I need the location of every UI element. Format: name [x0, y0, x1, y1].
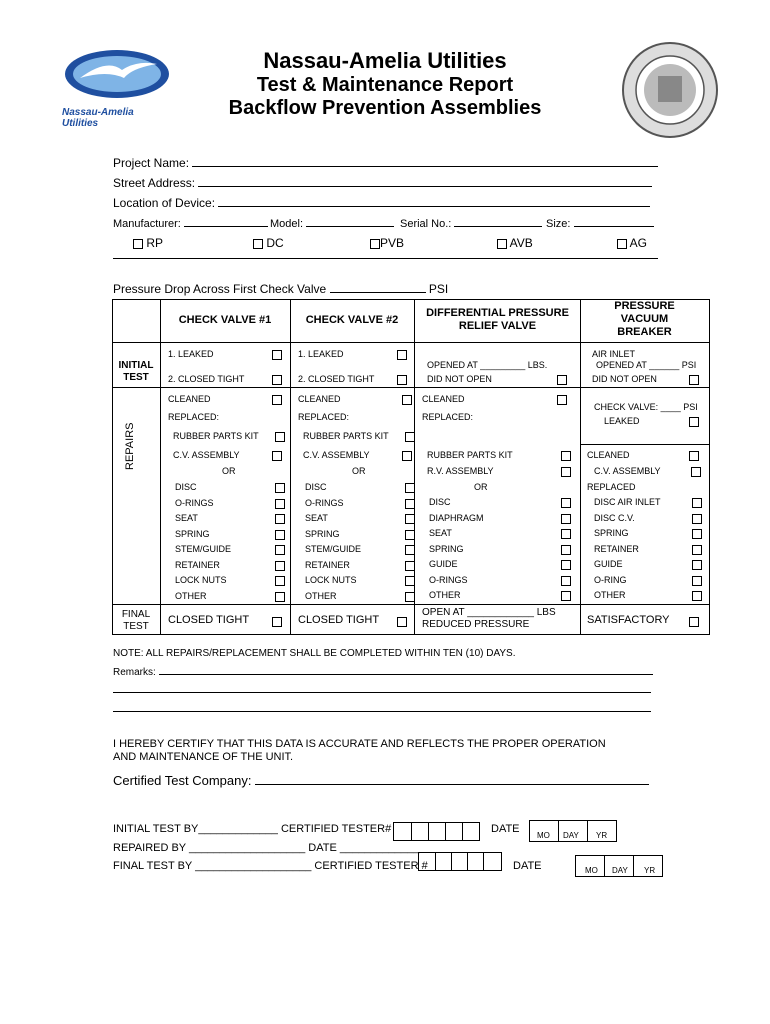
- date-box-1[interactable]: [529, 820, 617, 842]
- pvb-part-1: DISC C.V.: [594, 512, 635, 523]
- remarks-field[interactable]: [113, 665, 653, 678]
- final-test-by[interactable]: FINAL TEST BY ___________________ CERTIFIED TESTER #: [113, 860, 428, 872]
- pvb-checkbox[interactable]: [370, 239, 380, 249]
- model-field[interactable]: [270, 214, 394, 230]
- device-pvb-option[interactable]: [370, 236, 404, 250]
- initial-test-by[interactable]: INITIAL TEST BY_____________ CERTIFIED TESTER#: [113, 823, 392, 835]
- yr-label: YR: [644, 866, 656, 875]
- cv2-repair-3: C.V. ASSEMBLY: [303, 450, 370, 460]
- date-label-1: DATE: [491, 823, 520, 835]
- final-test-label: FINAL TEST: [121, 609, 151, 632]
- pvb-leaked-checkbox[interactable]: [689, 417, 699, 427]
- cv2-leaked: 1. LEAKED: [298, 349, 344, 359]
- tester-number-box-1[interactable]: [393, 822, 480, 841]
- certification-text: I HEREBY CERTIFY THAT THIS DATA IS ACCURATE AND REFLECTS THE PROPER OPERATION AND MAINTENANCE OF THE UNIT.: [113, 738, 606, 763]
- cv2-repair-0: CLEANED: [298, 394, 341, 404]
- cv2-closed-tight: 2. CLOSED TIGHT: [298, 374, 375, 384]
- drv-part-0: DISC: [429, 497, 451, 507]
- cv2-assembly-checkbox[interactable]: [402, 451, 412, 461]
- cv2-part-3: SPRING: [305, 528, 340, 539]
- avb-checkbox[interactable]: [497, 239, 507, 249]
- cv2-part-0-checkbox[interactable]: [405, 483, 415, 493]
- cv1-part-5-checkbox[interactable]: [275, 561, 285, 571]
- cv1-part-0: DISC: [175, 482, 197, 492]
- cv1-final-closed-tight: CLOSED TIGHT: [168, 614, 250, 626]
- size-label: Size:: [546, 218, 571, 230]
- rp-label: RP: [146, 236, 164, 250]
- cv1-part-3-checkbox[interactable]: [275, 530, 285, 540]
- pvb-air-inlet: AIR INLET: [592, 349, 636, 359]
- title-line-3: Backflow Prevention Assemblies: [228, 97, 542, 119]
- drv-part-6-checkbox[interactable]: [561, 591, 571, 601]
- cv1-assembly-checkbox[interactable]: [272, 451, 282, 461]
- pvb-repair-4: REPLACED: [587, 482, 636, 492]
- project-name-label: Project Name:: [113, 156, 190, 170]
- drv-opened-at: OPENED AT _________ LBS.: [427, 360, 548, 370]
- company-label: Certified Test Company:: [113, 773, 252, 788]
- pvb-part-4: GUIDE: [594, 559, 623, 569]
- drv-final-reduced: REDUCED PRESSURE: [422, 619, 530, 630]
- repair-note: NOTE: ALL REPAIRS/REPLACEMENT SHALL BE COMPLETED WITHIN TEN (10) DAYS.: [113, 648, 516, 659]
- cv2-part-4: STEM/GUIDE: [305, 544, 362, 554]
- repairs-label: REPAIRS: [124, 422, 136, 470]
- header-vacuum-breaker: PRESSURE VACUUM BREAKER: [614, 300, 675, 338]
- cv2-part-4-checkbox[interactable]: [405, 545, 415, 555]
- cv1-part-1: O-RINGS: [175, 497, 214, 508]
- pressure-drop-label: Pressure Drop Across First Check Valve: [113, 282, 327, 296]
- pressure-drop-unit: PSI: [428, 282, 449, 296]
- pvb-repair-0: CHECK VALVE: ____ PSI: [594, 402, 698, 412]
- device-dc-option[interactable]: [253, 236, 284, 250]
- cv1-closed-tight: 2. CLOSED TIGHT: [168, 374, 245, 384]
- cv1-part-3: SPRING: [175, 528, 210, 539]
- day-label: DAY: [563, 831, 579, 840]
- street-address-field[interactable]: [113, 174, 652, 190]
- cv2-part-1: O-RINGS: [305, 497, 344, 508]
- cv2-part-5: RETAINER: [305, 559, 350, 570]
- drv-part-1: DIAPHRAGM: [429, 512, 484, 523]
- device-avb-option[interactable]: [497, 236, 533, 250]
- cv1-cleaned-checkbox[interactable]: [272, 395, 282, 405]
- cv1-part-6: LOCK NUTS: [175, 575, 227, 585]
- size-field[interactable]: [546, 214, 654, 230]
- cv2-leaked-checkbox[interactable]: [397, 350, 407, 360]
- cv2-part-1-checkbox[interactable]: [405, 499, 415, 509]
- cv2-final-checkbox[interactable]: [397, 617, 407, 627]
- pvb-part-3-checkbox[interactable]: [692, 545, 702, 555]
- manufacturer-label: Manufacturer:: [113, 218, 181, 230]
- initial-test-label: INITIAL TEST: [118, 360, 154, 383]
- logo-text: Nassau-Amelia Utilities: [62, 107, 134, 129]
- pvb-part-4-checkbox[interactable]: [692, 560, 702, 570]
- device-ag-option[interactable]: [617, 236, 647, 250]
- project-name-field[interactable]: [113, 154, 658, 170]
- repaired-by[interactable]: REPAIRED BY ___________________ DATE _____________: [113, 842, 420, 854]
- pvb-label: PVB: [380, 236, 405, 250]
- mo-label: MO: [537, 831, 550, 840]
- pvb-part-1-checkbox[interactable]: [692, 514, 702, 524]
- pvb-part-6: OTHER: [594, 590, 626, 600]
- pvb-did-not-open: DID NOT OPEN: [592, 374, 657, 384]
- pvb-opened-at: OPENED AT ______ PSI: [596, 360, 697, 370]
- cv2-part-7: OTHER: [305, 590, 337, 601]
- pvb-part-5: O-RING: [594, 574, 627, 585]
- drv-part-2: SEAT: [429, 528, 452, 538]
- ag-checkbox[interactable]: [617, 239, 627, 249]
- pvb-not-open-checkbox[interactable]: [689, 375, 699, 385]
- serial-field[interactable]: [400, 214, 542, 230]
- cv1-part-2: SEAT: [175, 513, 198, 523]
- cv2-part-6: LOCK NUTS: [305, 575, 357, 585]
- cv2-repair-1: REPLACED:: [298, 412, 350, 422]
- cv1-repair-0: CLEANED: [168, 394, 211, 404]
- pressure-drop-field[interactable]: [113, 280, 448, 296]
- cv1-part-1-checkbox[interactable]: [275, 499, 285, 509]
- cv2-repair-4: OR: [352, 466, 366, 476]
- yr-label: YR: [596, 831, 608, 840]
- drv-repair-4: OR: [474, 482, 488, 492]
- cv2-part-2: SEAT: [305, 513, 328, 523]
- cv1-part-5: RETAINER: [175, 559, 220, 570]
- street-address-label: Street Address:: [113, 176, 196, 190]
- day-label: DAY: [612, 866, 628, 875]
- title-line-2: Test & Maintenance Report: [256, 74, 514, 96]
- cv1-part-6-checkbox[interactable]: [275, 576, 285, 586]
- pvb-assembly-checkbox[interactable]: [691, 467, 701, 477]
- pvb-cleaned-checkbox[interactable]: [689, 451, 699, 461]
- cv2-part-7-checkbox[interactable]: [405, 592, 415, 602]
- cv1-repair-3: C.V. ASSEMBLY: [173, 450, 240, 460]
- drv-part-5-checkbox[interactable]: [561, 576, 571, 586]
- date-label-2: DATE: [513, 860, 542, 872]
- cv1-repair-4: OR: [222, 466, 236, 476]
- pvb-part-6-checkbox[interactable]: [692, 591, 702, 601]
- pvb-part-2: SPRING: [594, 528, 629, 538]
- pvb-repair-1: LEAKED: [604, 416, 640, 426]
- cv2-part-3-checkbox[interactable]: [405, 530, 415, 540]
- cv2-part-2-checkbox[interactable]: [405, 514, 415, 524]
- header-check-valve-1: CHECK VALVE #1: [178, 314, 272, 326]
- pvb-part-2-checkbox[interactable]: [692, 529, 702, 539]
- cv2-part-5-checkbox[interactable]: [405, 561, 415, 571]
- remarks-line-3[interactable]: [113, 711, 651, 712]
- cv1-kit-checkbox[interactable]: [275, 432, 285, 442]
- cv2-closed-checkbox[interactable]: [397, 375, 407, 385]
- drv-repair-1: REPLACED:: [422, 412, 474, 422]
- pvb-part-3: RETAINER: [594, 543, 639, 554]
- cv1-part-2-checkbox[interactable]: [275, 514, 285, 524]
- cv1-part-4: STEM/GUIDE: [175, 544, 232, 554]
- serial-label: Serial No.:: [400, 218, 452, 230]
- cv1-repair-1: REPLACED:: [168, 412, 220, 422]
- drv-assembly-checkbox[interactable]: [561, 467, 571, 477]
- manufacturer-field[interactable]: [113, 214, 268, 230]
- cv2-kit-checkbox[interactable]: [405, 432, 415, 442]
- drv-final-open-at: OPEN AT ____________ LBS: [422, 607, 556, 618]
- pvb-repair-3: C.V. ASSEMBLY: [594, 466, 661, 476]
- cv1-part-4-checkbox[interactable]: [275, 545, 285, 555]
- cv1-closed-checkbox[interactable]: [272, 375, 282, 385]
- title-line-1: Nassau-Amelia Utilities: [263, 48, 507, 73]
- cv2-repair-2: RUBBER PARTS KIT: [303, 431, 389, 441]
- drv-repair-2: RUBBER PARTS KIT: [427, 450, 513, 460]
- cv2-part-0: DISC: [305, 482, 327, 492]
- cv1-leaked-checkbox[interactable]: [272, 350, 282, 360]
- cv2-part-6-checkbox[interactable]: [405, 576, 415, 586]
- cv1-part-7-checkbox[interactable]: [275, 592, 285, 602]
- drv-part-4: GUIDE: [429, 559, 458, 569]
- drv-part-3-checkbox[interactable]: [561, 545, 571, 555]
- pvb-part-0: DISC AIR INLET: [594, 497, 661, 507]
- header-check-valve-2: CHECK VALVE #2: [305, 314, 399, 326]
- drv-part-5: O-RINGS: [429, 574, 468, 585]
- header-relief-valve: DIFFERENTIAL PRESSURE RELIEF VALVE: [426, 307, 569, 332]
- drv-repair-3: R.V. ASSEMBLY: [427, 466, 494, 476]
- drv-did-not-open: DID NOT OPEN: [427, 374, 492, 384]
- drv-part-6: OTHER: [429, 590, 461, 600]
- avb-label: AVB: [509, 236, 533, 250]
- model-label: Model:: [270, 218, 304, 230]
- drv-part-1-checkbox[interactable]: [561, 514, 571, 524]
- drv-part-2-checkbox[interactable]: [561, 529, 571, 539]
- device-rp-option[interactable]: [133, 236, 163, 250]
- pvb-repair-2: CLEANED: [587, 450, 630, 460]
- dc-checkbox[interactable]: [253, 239, 263, 249]
- drv-part-0-checkbox[interactable]: [561, 498, 571, 508]
- drv-part-3: SPRING: [429, 543, 464, 554]
- cv1-repair-2: RUBBER PARTS KIT: [173, 431, 259, 441]
- rp-checkbox[interactable]: [133, 239, 143, 249]
- pvb-final-checkbox[interactable]: [689, 617, 699, 627]
- location-label: Location of Device:: [113, 196, 216, 210]
- drv-part-4-checkbox[interactable]: [561, 560, 571, 570]
- ag-label: AG: [629, 236, 648, 250]
- cv2-cleaned-checkbox[interactable]: [402, 395, 412, 405]
- drv-repair-0: CLEANED: [422, 394, 465, 404]
- divider: [113, 258, 658, 259]
- date-box-2[interactable]: [575, 855, 663, 877]
- pvb-part-0-checkbox[interactable]: [692, 498, 702, 508]
- cv2-final-closed-tight: CLOSED TIGHT: [298, 614, 380, 626]
- cv1-part-7: OTHER: [175, 590, 207, 601]
- tester-number-box-2[interactable]: [418, 852, 502, 871]
- drv-not-open-checkbox[interactable]: [557, 375, 567, 385]
- remarks-label: Remarks:: [113, 667, 156, 678]
- dc-label: DC: [266, 236, 284, 250]
- mo-label: MO: [585, 866, 598, 875]
- pvb-part-5-checkbox[interactable]: [692, 576, 702, 586]
- cv1-part-0-checkbox[interactable]: [275, 483, 285, 493]
- pvb-final-satisfactory: SATISFACTORY: [587, 614, 670, 626]
- cv1-final-checkbox[interactable]: [272, 617, 282, 627]
- drv-cleaned-checkbox[interactable]: [557, 395, 567, 405]
- location-field[interactable]: [113, 194, 650, 210]
- company-field[interactable]: [113, 772, 649, 788]
- cv1-leaked: 1. LEAKED: [168, 349, 214, 359]
- drv-kit-checkbox[interactable]: [561, 451, 571, 461]
- remarks-line-2[interactable]: [113, 692, 651, 693]
